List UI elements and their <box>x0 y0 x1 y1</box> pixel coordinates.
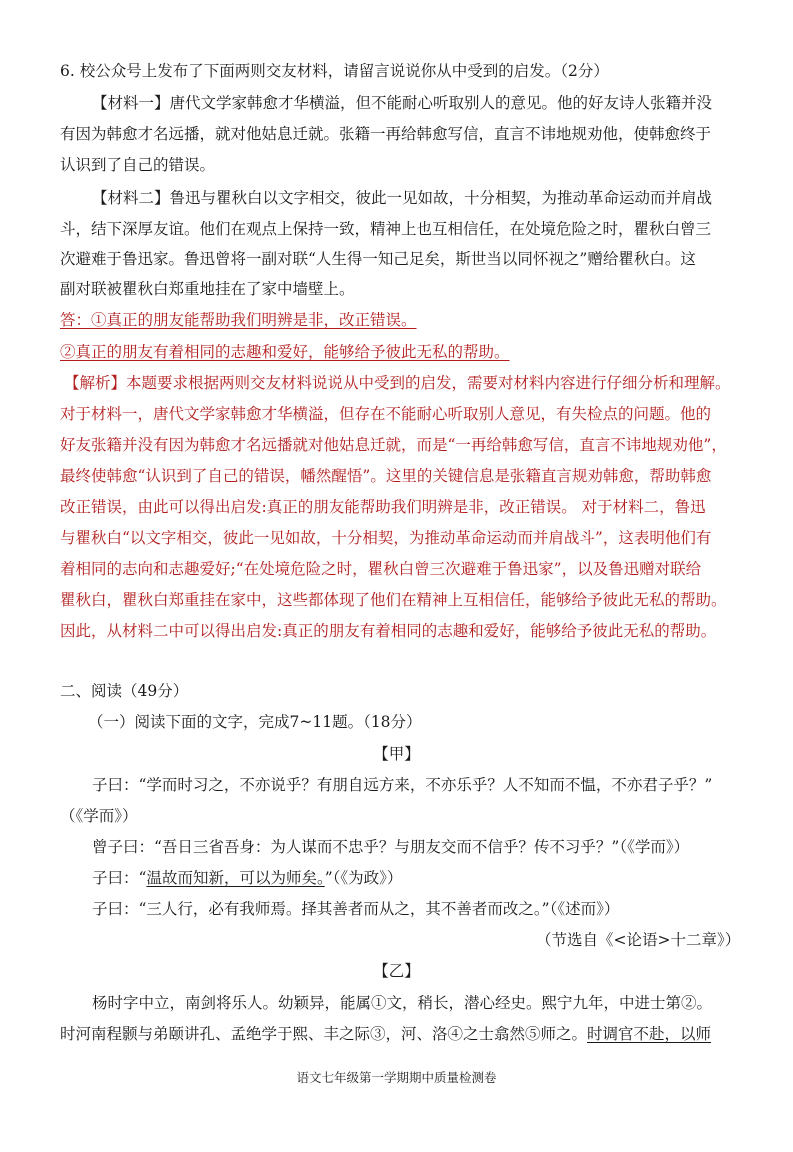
material-2-line: 次避难于鲁迅家。鲁迅曾将一副对联“人生得一知己足矣，斯世当以同怀视之”赠给瞿秋白。这 <box>60 250 696 268</box>
analysis-line: 瞿秋白，瞿秋白郑重挂在家中，这些都体现了他们在精神上互相信任，能够给予彼此无私的帮助。 <box>60 591 727 609</box>
analysis-line: 最终使韩愈“认识到了自己的错误，幡然醒悟”。这里的关键信息是张籍直言规劝韩愈，帮助韩愈 <box>60 467 712 485</box>
passage-jia-line <box>92 868 402 888</box>
answer-line: 答：①真正的朋友能帮助我们明辨是非，改正错误。 <box>60 311 417 329</box>
material-1-line: 认识到了自己的错误。 <box>60 156 216 174</box>
answer-line: ②真正的朋友有着相同的志趣和爱好，能够给予彼此无私的帮助。 <box>60 343 510 361</box>
passage-jia-text: ”（《为政》） <box>324 869 403 887</box>
material-2-line: 副对联被瞿秋白郑重地挂在了家中墙壁上。 <box>60 280 355 298</box>
section-heading: 二、阅读（49分） <box>60 682 189 700</box>
underlined-phrase: 时调官不赴，以师 <box>587 1025 712 1043</box>
underlined-phrase: 温故而知新，可以为师矣。 <box>146 869 325 887</box>
material-1-line: 【材料一】唐代文学家韩愈才华横溢，但不能耐心听取别人的意见。他的好友诗人张籍并没 <box>92 94 713 112</box>
passage-jia-line: 曾子曰：“吾日三省吾身：为人谋而不忠乎？与朋友交而不信乎？传不习乎？”（《学而》） <box>92 838 690 856</box>
passage-yi-title: 【乙】 <box>373 962 420 980</box>
material-2-line: 斗，结下深厚友谊。他们在观点上保持一致，精神上也互相信任，在处境危险之时，瞿秋白曾三 <box>60 220 712 238</box>
analysis-line: 着相同的志向和志趣爱好;“在处境危险之时，瞿秋白曾三次避难于鲁迅家”，以及鲁迅赠对联给 <box>60 560 702 578</box>
passage-yi-line: 杨时字中立，南剑将乐人。幼颖异，能属①文，稍长，潜心经史。熙宁九年，中进士第②。 <box>92 994 713 1012</box>
question-6-stem: 6. 校公众号上发布了下面两则交友材料，请留言说说你从中受到的启发。（2分） <box>60 62 609 80</box>
page-footer: 语文七年级第一学期期中质量检测卷 <box>296 1070 497 1085</box>
analysis-line: 好友张籍并没有因为韩愈才名远播就对他姑息迁就，而是“一再给韩愈写信，直言不讳地规劝他”， <box>60 436 727 454</box>
analysis-line: 与瞿秋白“以文字相交，彼此一见如故，十分相契，为推动革命运动而并肩战斗”，这表明他们有 <box>60 529 712 547</box>
passage-jia-title: 【甲】 <box>373 745 420 763</box>
passage-jia-line: （《学而》） <box>60 807 138 825</box>
analysis-line: 改正错误，由此可以得出启发:真正的朋友能帮助我们明辨是非，改正错误。 对于材料二，鲁迅 <box>60 498 706 516</box>
passage-yi-text: 时河南程颢与弟颐讲孔、孟绝学于熙、丰之际③，河、洛④之士翕然⑤师之。 <box>60 1025 588 1043</box>
passage-jia-line: 子曰：“三人行，必有我师焉。择其善者而从之，其不善者而改之。”（《述而》） <box>92 900 620 918</box>
passage-jia-source: （节选自《<论语>十二章》） <box>536 931 741 949</box>
analysis-line: 因此，从材料二中可以得出启发:真正的朋友有着相同的志趣和爱好，能够给予彼此无私的帮助。 <box>60 622 717 640</box>
passage-yi-line <box>60 1024 711 1044</box>
passage-jia-text: 子曰：“ <box>92 869 147 887</box>
section-subheading: （一）阅读下面的文字，完成7~11题。（18分） <box>88 713 422 731</box>
analysis-line: 【解析】本题要求根据两则交友材料说说从中受到的启发，需要对材料内容进行仔细分析和理解。 <box>64 374 731 392</box>
passage-jia-line: 子曰：“学而时习之，不亦说乎？有朋自远方来，不亦乐乎？人不知而不愠，不亦君子乎？” <box>92 776 713 794</box>
material-2-line: 【材料二】鲁迅与瞿秋白以文字相交，彼此一见如故，十分相契，为推动革命运动而并肩战 <box>92 189 713 207</box>
analysis-line: 对于材料一，唐代文学家韩愈才华横溢，但存在不能耐心听取别人意见，有失检点的问题。他的 <box>60 405 712 423</box>
material-1-line: 有因为韩愈才名远播，就对他姑息迁就。张籍一再给韩愈写信，直言不讳地规劝他，使韩愈终于 <box>60 125 712 143</box>
